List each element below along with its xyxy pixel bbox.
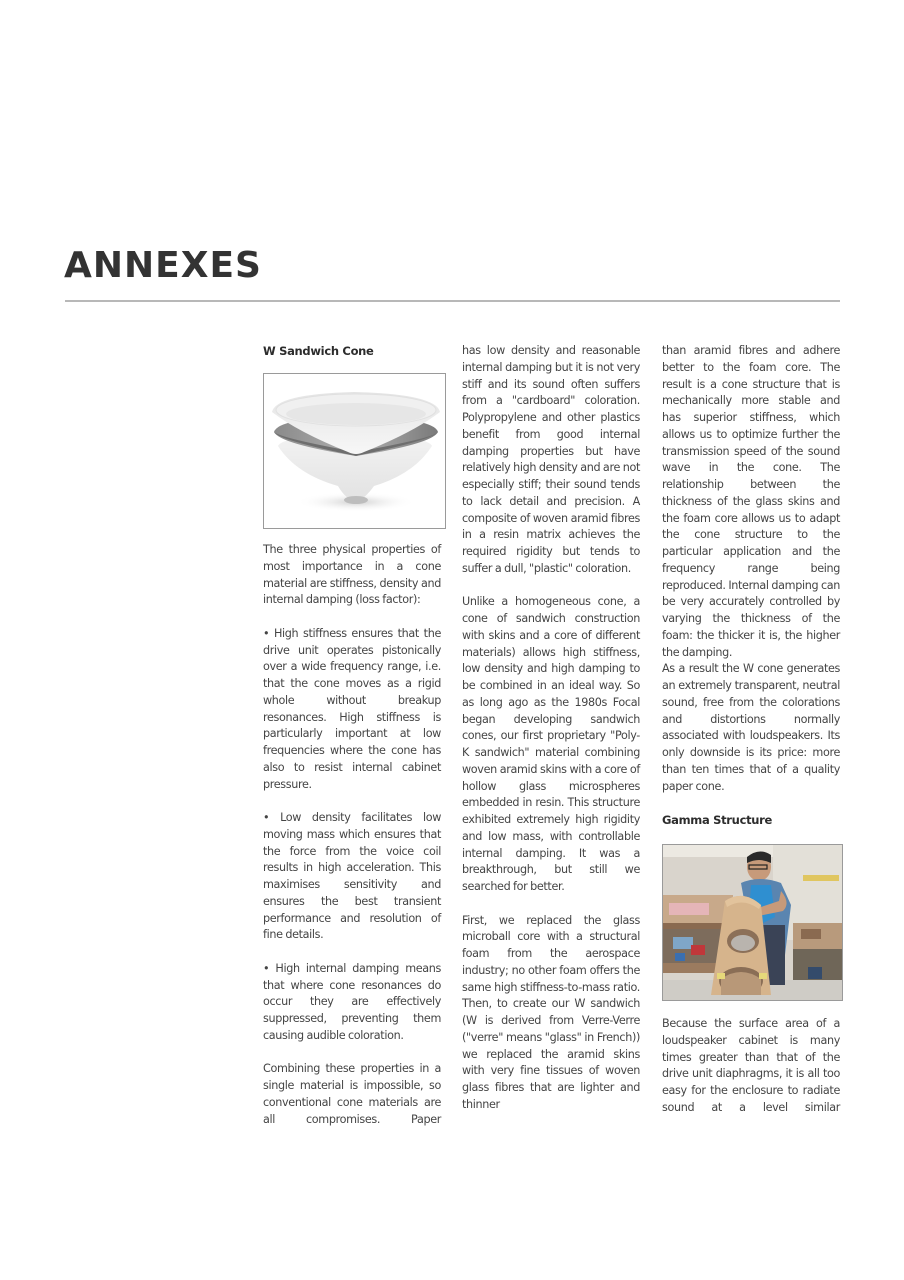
text-column-1 [263,343,441,1128]
paragraph: than aramid fibres and adhere better to the foam core. The result is a cone structure that is mechanically more stable and has superior stiffness, which allows us to optimize further the transmission speed of the sound wave in the cone. The relationship between the thickness of the glass skins and the foam core allows us to adapt the cone structure to the particular application and the frequency range being reproduced. Internal damping can be very accurately controlled by varying the thickness of the foam: the thicker it is, the higher the damping. [662,344,840,659]
workshop-photo-icon [663,845,842,1000]
paragraph: As a result the W cone generates an extremely transparent, neutral sound, free from the colorations and distortions normally associated with loudspeakers. Its only downside is its price: more than ten times that of a quality paper cone. [662,662,840,793]
cone-layers-illustration-icon [264,374,445,528]
gamma-structure-photo [662,844,843,1001]
w-sandwich-cone-figure [263,373,446,529]
paragraph: Combining these properties in a single material is impossible, so conventional cone materials are all compromises. Paper [263,1062,441,1126]
section-heading-gamma-structure: Gamma Structure [662,813,773,827]
title-divider [65,300,840,302]
paragraph: First, we replaced the glass microball core with a structural foam from the aerospace industry; no other foam offers the same high stiffness-to-mass ratio. Then, to create our W sandwich (W is derived from Verre-Verre ("verre" means "glass" in French)) we replaced the aramid skins with very fine tissues of woven glass fibres that are lighter and thinner [462,913,640,1111]
paragraph: The three physical properties of most importance in a cone material are stiffness, density and internal damping (loss factor): [263,543,441,607]
text-column-2 [462,343,640,1114]
paragraph: Unlike a homogeneous cone, a cone of sandwich construction with skins and a core of different materials) allows high stiffness, low density and high damping to be combined in an ideal way. So as long ago as the 1980s Focal began developing sandwich cones, our first proprietary "Poly-K sandwich" material combining woven aramid skins with a core of hollow glass microspheres embedded in resin. This structure exhibited extremely high rigidity and low mass, with controllable internal damping. It was a breakthrough, but still we searched for better. [462,595,640,893]
bullet-low-density: • Low density facilitates low moving mass which ensures that the force from the voice coil results in high acceleration. This maximises sensitivity and ensures the best transient performance and resolution of fine details. [263,811,441,942]
bullet-high-stiffness: • High stiffness ensures that the drive unit operates pistonically over a wide frequency range, i.e. that the cone moves as a rigid whole without breakup resonances. High stiffness is particularly important at low frequencies where the cone has also to resist internal cabinet pressure. [263,626,441,791]
page-title: ANNEXES [64,245,262,286]
bullet-high-damping: • High internal damping means that where cone resonances do occur they are effectively suppressed, preventing them causing audible coloration. [263,961,441,1042]
section-heading-w-sandwich-cone: W Sandwich Cone [263,344,374,358]
paragraph: has low density and reasonable internal damping but it is not very stiff and its sound often suffers from a "cardboard" coloration. Polypropylene and other plastics benefit from good internal damping properties but have relatively high density and are not especially stiff; their sound tends to lack detail and precision. A composite of woven aramid fibres in a resin matrix achieves the required rigidity but tends to suffer a dull, "plastic" coloration. [462,344,640,575]
paragraph: Because the surface area of a loudspeaker cabinet is many times greater than that of the drive unit diaphragms, it is all too easy for the enclosure to radiate sound at a level similar [662,1017,840,1114]
text-column-3 [662,343,840,1117]
